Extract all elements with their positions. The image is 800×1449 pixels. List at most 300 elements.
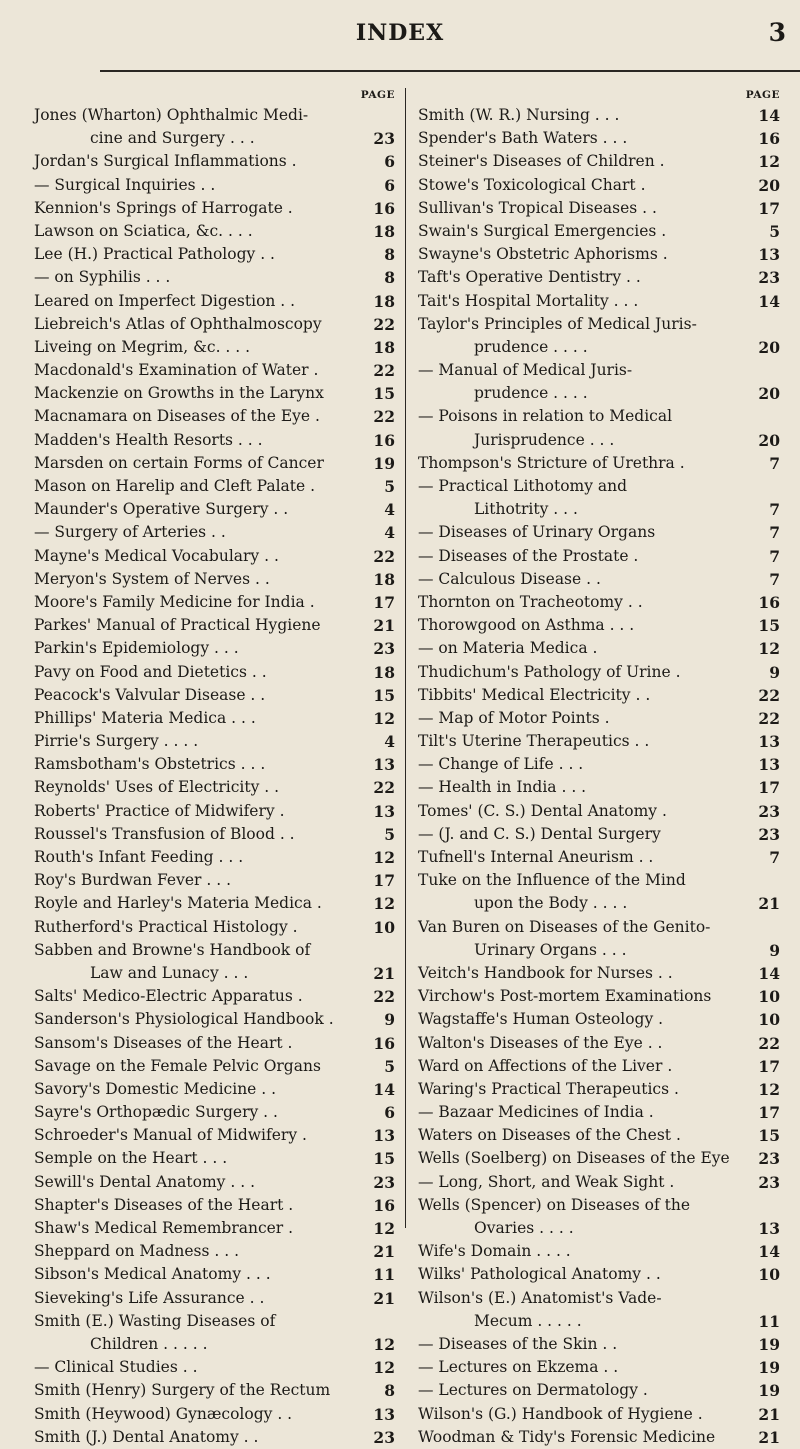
- entry-title: Ramsbotham's Obstetrics . . .: [34, 755, 266, 774]
- entry-page: 14: [758, 1242, 780, 1262]
- entry-title: Macnamara on Diseases of the Eye .: [34, 407, 320, 426]
- index-entry: [418, 150, 780, 173]
- entry-title: Jordan's Surgical Inflammations .: [34, 152, 297, 171]
- index-entry: [34, 243, 395, 266]
- entry-page: 10: [373, 917, 395, 937]
- index-entry: [418, 753, 780, 776]
- entry-title: — Lectures on Ekzema . .: [418, 1358, 619, 1377]
- entry-title: Van Buren on Diseases of the Genito-: [418, 917, 711, 936]
- entry-title: Thornton on Tracheotomy . .: [418, 592, 643, 611]
- entry-title: Roussel's Transfusion of Blood . .: [34, 824, 295, 843]
- entry-title: Phillips' Materia Medica . . .: [34, 708, 256, 727]
- entry-title: Mecum . . . . .: [474, 1311, 582, 1330]
- index-entry: [418, 1403, 780, 1426]
- entry-title: Routh's Infant Feeding . . .: [34, 848, 244, 866]
- entry-title: Thompson's Stricture of Urethra .: [418, 453, 685, 472]
- entry-title: Mason on Harelip and Cleft Palate .: [34, 477, 316, 495]
- index-entry: [34, 1356, 395, 1379]
- entry-page: 17: [373, 592, 395, 612]
- entry-page: 6: [384, 175, 395, 195]
- entry-page: 17: [758, 1103, 780, 1123]
- index-entry: [34, 1008, 395, 1031]
- entry-title: Marsden on certain Forms of Cancer: [34, 453, 324, 472]
- entry-page: 18: [373, 291, 395, 311]
- entry-page: 6: [384, 152, 395, 172]
- entry-page: 21: [373, 963, 395, 983]
- entry-page: 11: [758, 1311, 780, 1331]
- index-entry: [34, 1333, 395, 1356]
- index-entry: [34, 776, 395, 799]
- entry-title: Sayre's Orthopædic Surgery . .: [34, 1103, 278, 1122]
- index-entry: [34, 568, 395, 591]
- entry-page: 7: [769, 500, 780, 520]
- entry-title: Rutherford's Practical Histology .: [34, 917, 298, 936]
- entry-page: 19: [373, 453, 395, 473]
- entry-page: 14: [758, 106, 780, 125]
- entry-page: 23: [373, 639, 395, 659]
- entry-page: 19: [758, 1358, 780, 1378]
- entry-page: 22: [373, 361, 395, 381]
- entry-title: Pavy on Food and Dietetics . .: [34, 662, 267, 681]
- entry-title: — Lectures on Dermatology .: [418, 1381, 648, 1400]
- entry-page: 13: [373, 1404, 395, 1424]
- entry-title: prudence . . . .: [474, 384, 588, 403]
- entry-title: cine and Surgery . . .: [90, 129, 255, 148]
- entry-title: Salts' Medico-Electric Apparatus .: [34, 987, 303, 1006]
- index-entry: [34, 916, 395, 939]
- entry-page: 12: [373, 848, 395, 867]
- entry-title: — Diseases of the Skin . .: [418, 1334, 618, 1353]
- entry-title: Spender's Bath Waters . . .: [418, 129, 628, 148]
- index-entry: [418, 614, 780, 637]
- index-entry: [34, 359, 395, 382]
- entry-title: Roy's Burdwan Fever . . .: [34, 871, 232, 890]
- entry-title: Liebreich's Atlas of Ophthalmoscopy: [34, 314, 322, 333]
- index-entry: [34, 405, 395, 428]
- entry-title: Thorowgood on Asthma . . .: [418, 616, 635, 635]
- entry-page: 20: [758, 384, 780, 404]
- header-rule: [100, 70, 800, 72]
- entry-title: Leared on Imperfect Digestion . .: [34, 291, 296, 310]
- entry-title: Tufnell's Internal Aneurism . .: [418, 848, 654, 866]
- entry-title: Jones (Wharton) Ophthalmic Medi-: [34, 106, 309, 124]
- entry-page: 12: [758, 152, 780, 172]
- entry-page: 20: [758, 337, 780, 357]
- entry-title: Peacock's Valvular Disease . .: [34, 685, 266, 704]
- entry-page: 15: [373, 685, 395, 705]
- entry-page: 12: [373, 1358, 395, 1378]
- index-entry: [418, 174, 780, 197]
- index-entry: [34, 174, 395, 197]
- index-entry: [34, 545, 395, 568]
- index-entry: [418, 1194, 780, 1217]
- index-entry: [34, 127, 395, 150]
- entry-page: 22: [758, 1033, 780, 1053]
- index-entry: [418, 475, 780, 498]
- entry-page: 16: [373, 198, 395, 218]
- entry-title: Jurisprudence . . .: [474, 430, 615, 449]
- entry-title: Stowe's Toxicological Chart .: [418, 175, 646, 194]
- page-column-label: PAGE: [360, 89, 395, 101]
- entry-title: Semple on the Heart . . .: [34, 1149, 228, 1168]
- entry-title: — Change of Life . . .: [418, 755, 584, 774]
- index-entry: [418, 661, 780, 684]
- entry-page: 23: [758, 824, 780, 844]
- entry-title: Savage on the Female Pelvic Organs: [34, 1056, 321, 1075]
- entry-page: 19: [758, 1334, 780, 1354]
- entry-title: Tait's Hospital Mortality . . .: [418, 291, 639, 310]
- entry-title: Children . . . . .: [90, 1334, 208, 1353]
- index-entry: [34, 1426, 395, 1449]
- index-entry: [418, 243, 780, 266]
- entry-title: — Bazaar Medicines of India .: [418, 1103, 654, 1122]
- entry-page: 23: [373, 1427, 395, 1447]
- index-entry: [34, 290, 395, 313]
- entry-title: Swayne's Obstetric Aphorisms .: [418, 245, 668, 264]
- index-entry: [34, 1055, 395, 1078]
- entry-page: 12: [758, 1079, 780, 1099]
- entry-title: Swain's Surgical Emergencies .: [418, 221, 667, 240]
- entry-title: — Poisons in relation to Medical: [418, 407, 673, 426]
- entry-page: 22: [373, 546, 395, 566]
- index-entry: [34, 1379, 395, 1402]
- entry-page: 9: [769, 662, 780, 682]
- entry-page: 4: [384, 732, 395, 752]
- index-entry: [418, 869, 780, 892]
- index-entry: [34, 498, 395, 521]
- entry-page: 23: [373, 1172, 395, 1192]
- entry-page: 10: [758, 1010, 780, 1030]
- entry-title: Virchow's Post-mortem Examinations: [418, 987, 712, 1006]
- entry-title: Shapter's Diseases of the Heart .: [34, 1195, 294, 1214]
- entry-title: — on Materia Medica .: [418, 639, 598, 658]
- index-entry: [418, 290, 780, 313]
- entry-page: 14: [758, 291, 780, 311]
- entry-page: 16: [373, 430, 395, 450]
- entry-page: 12: [373, 708, 395, 728]
- index-entry: [418, 266, 780, 289]
- entry-title: Sewill's Dental Anatomy . . .: [34, 1172, 256, 1191]
- entry-page: 16: [373, 1033, 395, 1053]
- entry-title: — Long, Short, and Weak Sight .: [418, 1172, 675, 1191]
- index-entry: [34, 1217, 395, 1240]
- entry-title: — Surgical Inquiries . .: [34, 175, 216, 194]
- index-entry: [418, 800, 780, 823]
- entry-page: 16: [758, 129, 780, 149]
- entry-title: Ovaries . . . .: [474, 1219, 574, 1237]
- entry-page: 5: [769, 221, 780, 241]
- entry-page: 21: [373, 1288, 395, 1308]
- entry-title: Steiner's Diseases of Children .: [418, 152, 665, 171]
- entry-page: 5: [384, 1056, 395, 1076]
- index-entry: [418, 1217, 780, 1240]
- entry-title: Mayne's Medical Vocabulary . .: [34, 546, 279, 565]
- index-entry: [418, 1032, 780, 1055]
- entry-page: 13: [758, 732, 780, 752]
- index-entry: [418, 1310, 780, 1333]
- index-entry: [418, 1356, 780, 1379]
- entry-title: Reynolds' Uses of Electricity . .: [34, 778, 280, 797]
- entry-page: 10: [758, 987, 780, 1007]
- index-entry: [418, 591, 780, 614]
- index-entry: [34, 1147, 395, 1170]
- index-entry: [418, 1147, 780, 1170]
- entry-title: Smith (Heywood) Gynæcology . .: [34, 1404, 293, 1423]
- entry-page: 22: [373, 407, 395, 427]
- entry-page: 5: [384, 477, 395, 496]
- index-entry: [34, 1032, 395, 1055]
- index-entry: [418, 776, 780, 799]
- entry-page: 21: [373, 616, 395, 636]
- entry-title: Macdonald's Examination of Water .: [34, 361, 319, 380]
- entry-title: — (J. and C. S.) Dental Surgery: [418, 824, 661, 843]
- entry-page: 13: [758, 755, 780, 775]
- index-entry: [34, 962, 395, 985]
- entry-title: Smith (W. R.) Nursing . . .: [418, 106, 620, 124]
- index-entry: [34, 220, 395, 243]
- entry-title: Smith (Henry) Surgery of the Rectum: [34, 1381, 331, 1400]
- entry-page: 20: [758, 430, 780, 450]
- entry-page: 18: [373, 221, 395, 241]
- entry-title: Ward on Affections of the Liver .: [418, 1056, 673, 1075]
- entry-title: Law and Lunacy . . .: [90, 963, 249, 982]
- entry-title: Tibbits' Medical Electricity . .: [418, 685, 651, 704]
- index-entry: [34, 591, 395, 614]
- index-entry: [418, 545, 780, 568]
- entry-title: Woodman & Tidy's Forensic Medicine: [418, 1427, 716, 1446]
- entry-page: 13: [373, 755, 395, 775]
- index-entry: [418, 637, 780, 660]
- entry-page: 23: [758, 801, 780, 821]
- entry-title: Tilt's Uterine Therapeutics . .: [418, 732, 650, 751]
- column-divider: [405, 88, 406, 1228]
- index-entry: [418, 452, 780, 475]
- index-entry: [34, 266, 395, 289]
- index-entry: [418, 846, 780, 869]
- page-number: 3: [768, 18, 786, 47]
- entry-page: 7: [769, 848, 780, 867]
- index-entry: [418, 1078, 780, 1101]
- entry-page: 23: [758, 268, 780, 288]
- index-entry: [34, 1171, 395, 1194]
- index-entry: [418, 892, 780, 915]
- entry-title: Sullivan's Tropical Diseases . .: [418, 198, 657, 217]
- index-entry: [418, 707, 780, 730]
- entry-title: Smith (E.) Wasting Diseases of: [34, 1311, 276, 1330]
- page-column-label: PAGE: [745, 89, 780, 101]
- entry-page: 21: [758, 1427, 780, 1447]
- entry-page: 23: [373, 129, 395, 149]
- entry-page: 20: [758, 175, 780, 195]
- index-entry: [418, 939, 780, 962]
- page-header: [0, 0, 800, 70]
- entry-title: Wells (Soelberg) on Diseases of the Eye: [418, 1149, 730, 1168]
- entry-title: prudence . . . .: [474, 337, 588, 356]
- index-entry: [418, 429, 780, 452]
- index-entry: [418, 1171, 780, 1194]
- entry-title: Meryon's System of Nerves . .: [34, 569, 270, 588]
- index-entry: [34, 452, 395, 475]
- entry-title: Tomes' (C. S.) Dental Anatomy .: [418, 801, 667, 820]
- index-entry: [34, 1263, 395, 1286]
- entry-title: Roberts' Practice of Midwifery .: [34, 801, 285, 820]
- entry-title: — Calculous Disease . .: [418, 569, 601, 588]
- index-entry: [418, 104, 780, 127]
- index-entry: [418, 313, 780, 336]
- entry-page: 22: [373, 314, 395, 334]
- index-entry: [418, 498, 780, 521]
- entry-title: upon the Body . . . .: [474, 894, 628, 913]
- entry-page: 8: [384, 1381, 395, 1401]
- index-entry: [418, 521, 780, 544]
- index-entry: [34, 892, 395, 915]
- entry-title: Mackenzie on Growths in the Larynx: [34, 384, 324, 403]
- index-entry: [418, 985, 780, 1008]
- entry-title: Urinary Organs . . .: [474, 940, 627, 959]
- index-entry: [418, 1333, 780, 1356]
- index-entry: [34, 869, 395, 892]
- entry-page: 15: [758, 616, 780, 636]
- entry-title: Sheppard on Madness . . .: [34, 1242, 240, 1261]
- entry-page: 22: [373, 778, 395, 798]
- entry-page: 13: [373, 1126, 395, 1146]
- entry-page: 4: [384, 523, 395, 543]
- index-entry: [34, 753, 395, 776]
- entry-page: 7: [769, 569, 780, 589]
- entry-title: Parkin's Epidemiology . . .: [34, 639, 239, 658]
- index-entry: [418, 1240, 780, 1263]
- entry-title: Lee (H.) Practical Pathology . .: [34, 245, 275, 264]
- entry-page: 16: [758, 592, 780, 612]
- entry-page: 12: [373, 1219, 395, 1238]
- entry-page: 21: [373, 1242, 395, 1262]
- entry-page: 18: [373, 569, 395, 589]
- entry-title: Walton's Diseases of the Eye . .: [418, 1033, 663, 1052]
- entry-title: Taylor's Principles of Medical Juris-: [418, 314, 697, 333]
- entry-title: Shaw's Medical Remembrancer .: [34, 1219, 294, 1237]
- index-entry: [34, 1101, 395, 1124]
- entry-title: Kennion's Springs of Harrogate .: [34, 198, 293, 217]
- entry-title: Sansom's Diseases of the Heart .: [34, 1033, 293, 1052]
- entry-title: Wilson's (E.) Anatomist's Vade-: [418, 1288, 662, 1307]
- entry-page: 15: [373, 1149, 395, 1169]
- entry-title: — Surgery of Arteries . .: [34, 523, 226, 542]
- entry-page: 17: [758, 198, 780, 218]
- entry-title: Waring's Practical Therapeutics .: [418, 1079, 679, 1098]
- index-entry: [418, 382, 780, 405]
- entry-title: Wells (Spencer) on Diseases of the: [418, 1195, 690, 1214]
- entry-title: Schroeder's Manual of Midwifery .: [34, 1126, 307, 1145]
- entry-page: 8: [384, 245, 395, 265]
- entry-title: Lawson on Sciatica, &c. . . .: [34, 221, 253, 240]
- entry-title: Liveing on Megrim, &c. . . .: [34, 337, 251, 356]
- entry-page: 23: [758, 1149, 780, 1169]
- index-entry: [34, 336, 395, 359]
- index-entry: [418, 684, 780, 707]
- index-entry: [34, 150, 395, 173]
- index-entry: [34, 1240, 395, 1263]
- entry-title: — Map of Motor Points .: [418, 708, 610, 727]
- entry-page: 22: [373, 987, 395, 1007]
- entry-page: 14: [373, 1079, 395, 1099]
- page-title: INDEX: [355, 20, 445, 46]
- index-entry: [418, 730, 780, 753]
- index-entry: [34, 475, 395, 498]
- entry-title: Taft's Operative Dentistry . .: [418, 268, 641, 287]
- entry-title: Moore's Family Medicine for India .: [34, 592, 315, 611]
- entry-title: Madden's Health Resorts . . .: [34, 430, 263, 449]
- index-entry: [34, 382, 395, 405]
- index-entry: [418, 916, 780, 939]
- entry-page: 4: [384, 500, 395, 520]
- index-entry: [418, 1055, 780, 1078]
- entry-title: Veitch's Handbook for Nurses . .: [418, 963, 673, 982]
- entry-title: Maunder's Operative Surgery . .: [34, 500, 289, 519]
- index-entry: [34, 614, 395, 637]
- index-entry: [418, 1426, 780, 1449]
- index-entry: [34, 684, 395, 707]
- entry-page: 13: [373, 801, 395, 821]
- entry-title: — Manual of Medical Juris-: [418, 361, 633, 380]
- index-entry: [34, 521, 395, 544]
- index-entry: [418, 823, 780, 846]
- entry-title: — Clinical Studies . .: [34, 1358, 198, 1377]
- index-entry: [34, 1078, 395, 1101]
- index-entry: [418, 405, 780, 428]
- index-entry: [418, 1101, 780, 1124]
- index-entry: [34, 637, 395, 660]
- entry-title: Wilson's (G.) Handbook of Hygiene .: [418, 1404, 703, 1423]
- entry-title: Sibson's Medical Anatomy . . .: [34, 1265, 271, 1284]
- entry-page: 7: [769, 546, 780, 566]
- index-entry: [418, 127, 780, 150]
- entry-title: Wagstaffe's Human Osteology .: [418, 1010, 664, 1029]
- index-entry: [418, 1263, 780, 1286]
- index-column-right: [418, 86, 780, 1449]
- index-entry: [418, 336, 780, 359]
- entry-title: Sieveking's Life Assurance . .: [34, 1288, 265, 1307]
- index-column-left: [34, 86, 395, 1449]
- index-entry: [34, 846, 395, 869]
- entry-page: 13: [758, 245, 780, 265]
- entry-title: Wife's Domain . . . .: [418, 1242, 571, 1261]
- entry-title: Wilks' Pathological Anatomy . .: [418, 1265, 661, 1284]
- index-entry: [34, 313, 395, 336]
- entry-page: 11: [373, 1265, 395, 1285]
- index-entry: [34, 1287, 395, 1310]
- index-entry: [418, 1008, 780, 1031]
- entry-page: 12: [373, 894, 395, 914]
- entry-page: 18: [373, 662, 395, 682]
- entry-title: Smith (J.) Dental Anatomy . .: [34, 1427, 259, 1446]
- entry-page: 17: [758, 778, 780, 798]
- entry-title: Waters on Diseases of the Chest .: [418, 1126, 681, 1145]
- entry-title: Sanderson's Physiological Handbook .: [34, 1010, 334, 1029]
- entry-page: 21: [758, 894, 780, 914]
- entry-page: 19: [758, 1381, 780, 1401]
- entry-page: 21: [758, 1404, 780, 1424]
- entry-title: — Practical Lithotomy and: [418, 477, 628, 495]
- entry-title: — on Syphilis . . .: [34, 268, 171, 287]
- entry-title: — Diseases of Urinary Organs: [418, 523, 656, 542]
- index-entry: [34, 1124, 395, 1147]
- index-entry: [34, 823, 395, 846]
- entry-page: 12: [373, 1334, 395, 1354]
- index-entry: [34, 1194, 395, 1217]
- entry-page: 15: [758, 1126, 780, 1146]
- entry-page: 14: [758, 963, 780, 983]
- entry-page: 8: [384, 268, 395, 288]
